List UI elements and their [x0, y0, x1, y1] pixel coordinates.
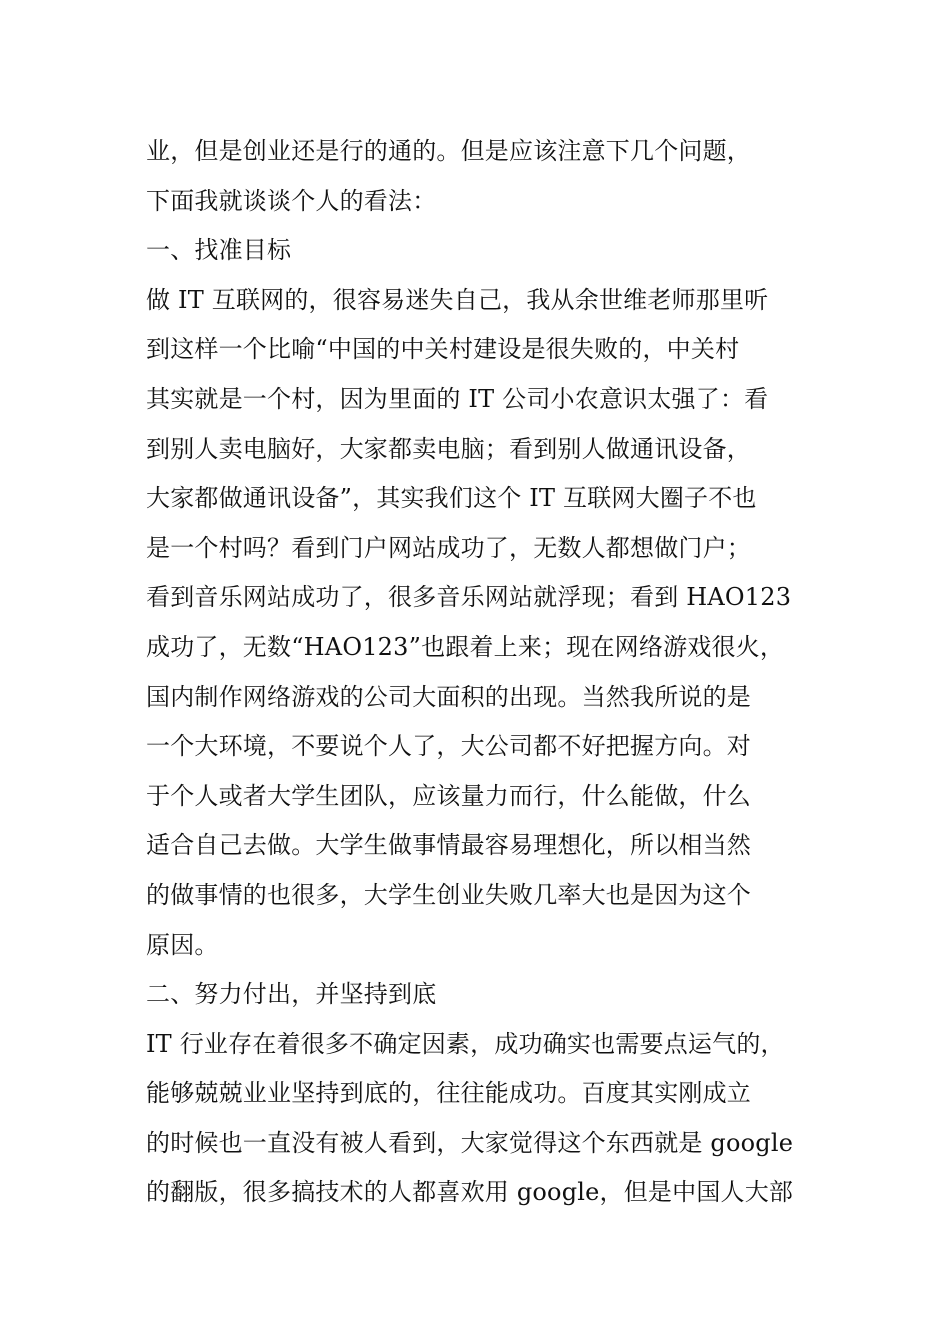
text-line: 做 IT 互联网的，很容易迷失自己，我从余世维老师那里听	[146, 285, 769, 314]
section-heading: 一、找准目标	[146, 236, 292, 265]
text-line: 业，但是创业还是行的通的。但是应该注意下几个问题，	[146, 137, 751, 165]
text-line: 的做事情的也很多，大学生创业失败几率大也是因为这个	[146, 880, 751, 909]
text-line: 看到音乐网站成功了，很多音乐网站就浮现；看到 HAO123	[146, 583, 792, 612]
text-line: 一个大环境，不要说个人了，大公司都不好把握方向。对	[146, 732, 751, 761]
text-line: 的时候也一直没有被人看到，大家觉得这个东西就是 google	[146, 1128, 794, 1157]
section-heading: 二、努力付出，并坚持到底	[146, 980, 437, 1009]
text-line: 成功了，无数“HAO123”也跟着上来；现在网络游戏很火，	[146, 632, 785, 661]
text-line: 下面我就谈谈个人的看法：	[146, 186, 437, 215]
body-text	[146, 127, 826, 1218]
text-line: 于个人或者大学生团队，应该量力而行，什么能做，什么	[146, 781, 751, 810]
text-line: 是一个村吗？看到门户网站成功了，无数人都想做门户；	[146, 533, 751, 562]
text-line: 适合自己去做。大学生做事情最容易理想化，所以相当然	[146, 831, 751, 860]
text-line: 到这样一个比喻“中国的中关村建设是很失败的，中关村	[146, 335, 740, 364]
text-line: 大家都做通讯设备”，其实我们这个 IT 互联网大圈子不也	[146, 484, 757, 513]
text-line: 能够兢兢业业坚持到底的，往往能成功。百度其实刚成立	[146, 1079, 751, 1108]
text-line: 其实就是一个村，因为里面的 IT 公司小农意识太强了：看	[146, 384, 769, 413]
text-line: IT 行业存在着很多不确定因素，成功确实也需要点运气的，	[146, 1029, 785, 1058]
text-line: 国内制作网络游戏的公司大面积的出现。当然我所说的是	[146, 682, 751, 711]
text-line: 到别人卖电脑好，大家都卖电脑；看到别人做通讯设备，	[146, 434, 751, 463]
text-line: 的翻版，很多搞技术的人都喜欢用 google，但是中国人大部	[146, 1178, 794, 1207]
text-line: 原因。	[146, 930, 219, 959]
